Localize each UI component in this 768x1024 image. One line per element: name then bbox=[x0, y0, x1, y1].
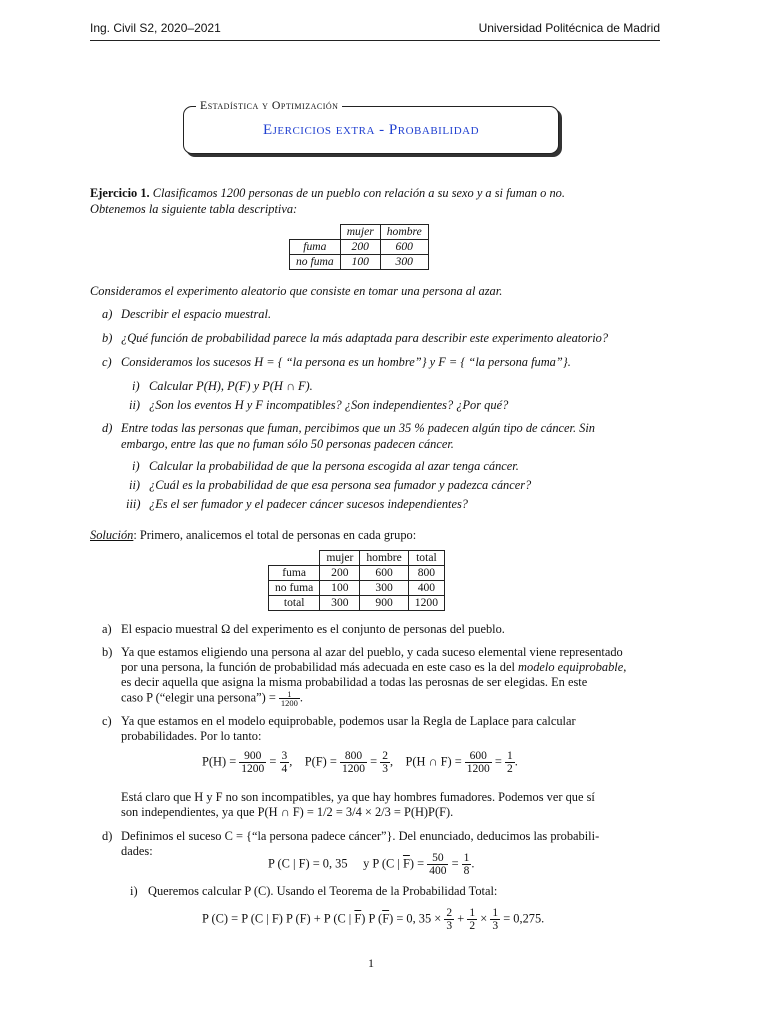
table-cell: 400 bbox=[408, 581, 444, 596]
table-totals bbox=[268, 550, 445, 611]
fraction-numerator: 1 bbox=[463, 852, 470, 864]
eq-cond-mid-a: y P (C | bbox=[363, 856, 403, 871]
item-a-text: Describir el espacio muestral. bbox=[121, 307, 272, 321]
table-cell: 100 bbox=[340, 255, 380, 270]
header-left: Ing. Civil S2, 2020–2021 bbox=[90, 21, 221, 35]
table-row-label: no fuma bbox=[290, 255, 341, 270]
table-cell: 800 bbox=[408, 566, 444, 581]
eq-sign: = bbox=[370, 754, 378, 769]
item-c-ii-text: ¿Son los eventos H y F incompatibles? ¿Son independientes? ¿Por qué? bbox=[149, 398, 509, 412]
fraction-denominator: 2 bbox=[469, 920, 476, 932]
eq-cond-left: P (C | F) = 0, 35 bbox=[268, 856, 348, 871]
table-header: total bbox=[408, 551, 444, 566]
sol-d-total-probability bbox=[202, 907, 544, 932]
sol-b-fraction bbox=[279, 690, 300, 707]
table-corner bbox=[290, 225, 341, 240]
table-row bbox=[269, 596, 445, 611]
eq-sign: = bbox=[269, 754, 277, 769]
eq-fraction bbox=[340, 750, 367, 775]
fraction-denominator: 400 bbox=[429, 865, 447, 877]
eq-fraction bbox=[239, 750, 266, 775]
table-cell: 600 bbox=[360, 566, 408, 581]
fraction-denominator: 1200 bbox=[342, 763, 365, 775]
table-header: mujer bbox=[340, 225, 380, 240]
exercise-label: Ejercicio 1. bbox=[90, 186, 150, 200]
sol-c-equations bbox=[202, 750, 518, 775]
solution-intro-line bbox=[90, 528, 416, 543]
item-c-marker: c) bbox=[102, 355, 112, 369]
exercise-statement-2: Obtenemos la siguiente tabla descriptiva: bbox=[90, 202, 298, 216]
eq-complement: $\overline{F}$ bbox=[354, 911, 362, 926]
table-cell: 300 bbox=[360, 581, 408, 596]
eq-complement: $\overline{F}$ bbox=[382, 911, 390, 926]
table-cell: 100 bbox=[320, 581, 360, 596]
sol-d-i-text: Queremos calcular P (C). Usando el Teorema de la Probabilidad Total: bbox=[148, 884, 498, 898]
experiment-text: Consideramos el experimento aleatorio que consiste en tomar una persona al azar. bbox=[90, 284, 503, 298]
item-b-marker: b) bbox=[102, 331, 113, 345]
eq-fraction bbox=[490, 907, 500, 932]
table-cell: 600 bbox=[380, 240, 428, 255]
eq-end: . bbox=[514, 754, 518, 769]
item-d-iii-marker: iii) bbox=[126, 497, 141, 511]
fraction-numerator: 50 bbox=[427, 852, 448, 865]
table-row bbox=[290, 225, 429, 240]
fraction-numerator: 2 bbox=[382, 750, 388, 762]
table-cell: 300 bbox=[380, 255, 428, 270]
table-cell: 300 bbox=[320, 596, 360, 611]
header-right: Universidad Politécnica de Madrid bbox=[478, 21, 660, 35]
item-d-i-text: Calcular la probabilidad de que la persona escogida al azar tenga cáncer. bbox=[149, 459, 519, 473]
fraction-denominator: 1200 bbox=[241, 763, 265, 775]
sol-c-line-2: probabilidades. Por lo tanto: bbox=[121, 729, 262, 743]
fraction-numerator: 2 bbox=[446, 907, 453, 919]
item-b-text: ¿Qué función de probabilidad parece la más adaptada para describir este experimento aleatorio? bbox=[121, 331, 609, 345]
fraction-numerator: 1 bbox=[279, 690, 300, 699]
eq-total-c: ) = 0, 35 × bbox=[389, 911, 442, 926]
eq-fraction bbox=[467, 907, 477, 932]
table-cell: 200 bbox=[320, 566, 360, 581]
eq-phf-lhs: P(H ∩ F) = bbox=[405, 754, 462, 769]
fraction-denominator: 3 bbox=[446, 920, 453, 932]
eq-fraction bbox=[427, 852, 448, 877]
item-d-ii-marker: ii) bbox=[129, 478, 141, 492]
item-d-text-2: embargo, entre las que no fuman sólo 50 personas padecen cáncer. bbox=[121, 437, 454, 451]
eq-fraction bbox=[380, 750, 390, 775]
sol-b-line-4b: . bbox=[299, 690, 304, 705]
table-cell: 1200 bbox=[408, 596, 444, 611]
eq-separator: , bbox=[389, 754, 394, 769]
eq-total-end: = 0,275. bbox=[503, 911, 545, 926]
item-d-text-1: Entre todas las personas que fuman, percibimos que un 35 % padecen algún tipo de cáncer. Sin bbox=[121, 421, 595, 435]
eq-separator: , bbox=[289, 754, 293, 769]
fraction-denominator: 1200 bbox=[280, 698, 298, 708]
eq-end: . bbox=[471, 856, 475, 871]
sol-b-line-4a: caso P (“elegir una persona”) = bbox=[121, 690, 279, 705]
sol-d-line-1: Definimos el suceso C = {“la persona padece cáncer”}. Del enunciado, deducimos las probabili- bbox=[121, 829, 600, 843]
sol-d-i-marker: i) bbox=[130, 884, 138, 898]
sol-d-equation bbox=[268, 852, 475, 877]
fraction-numerator: 800 bbox=[340, 750, 367, 763]
eq-total-b: ) P ( bbox=[361, 911, 383, 926]
table-descriptive bbox=[289, 224, 429, 270]
table-row bbox=[269, 566, 445, 581]
sol-b-line-4 bbox=[121, 690, 303, 707]
sol-d-marker: d) bbox=[102, 829, 113, 843]
exercise-statement-1: Clasificamos 1200 personas de un pueblo con relación a su sexo y a si fuman o no. bbox=[152, 186, 565, 200]
item-d-i-marker: i) bbox=[132, 459, 140, 473]
sol-b-line-2a: por una persona, la función de probabilidad más adecuada en este caso es la del bbox=[121, 660, 519, 674]
table-row-label: total bbox=[269, 596, 320, 611]
table-row bbox=[269, 581, 445, 596]
item-a-marker: a) bbox=[102, 307, 113, 321]
eq-plus: + bbox=[457, 911, 465, 926]
fraction-denominator: 1200 bbox=[466, 763, 490, 775]
table-row bbox=[290, 240, 429, 255]
table-corner bbox=[269, 551, 320, 566]
sol-b-marker: b) bbox=[102, 645, 113, 659]
item-c-ii-marker: ii) bbox=[129, 398, 141, 412]
title-tab: Estadística y Optimización bbox=[196, 98, 342, 113]
sol-c-line-4: son independientes, ya que P(H ∩ F) = 1/2 = 3/4 × 2/3 = P(H)P(F). bbox=[121, 805, 454, 819]
fraction-numerator: 600 bbox=[465, 750, 492, 763]
fraction-denominator: 8 bbox=[463, 865, 470, 877]
eq-pf-lhs: P(F) = bbox=[304, 754, 337, 769]
fraction-denominator: 2 bbox=[507, 763, 513, 775]
item-d-ii-text: ¿Cuál es la probabilidad de que esa persona sea fumador y padezca cáncer? bbox=[149, 478, 532, 492]
item-c-text: Consideramos los sucesos H = { “la persona es un hombre”} y F = { “la persona fuma”}. bbox=[121, 355, 571, 369]
eq-cond-mid-b: ) = bbox=[409, 856, 425, 871]
header-rule bbox=[90, 40, 660, 41]
solution-label: Solución bbox=[90, 528, 134, 542]
sol-c-marker: c) bbox=[102, 714, 112, 728]
fraction-numerator: 1 bbox=[492, 907, 499, 919]
eq-complement: $\overline{F}$ bbox=[402, 856, 410, 871]
eq-times: × bbox=[480, 911, 488, 926]
title-box bbox=[183, 106, 559, 154]
table-header: hombre bbox=[360, 551, 408, 566]
table-header: mujer bbox=[320, 551, 360, 566]
fraction-numerator: 3 bbox=[281, 750, 288, 762]
eq-sign: = bbox=[494, 754, 502, 769]
eq-fraction bbox=[280, 750, 293, 775]
fraction-numerator: 1 bbox=[507, 750, 513, 762]
page-number: 1 bbox=[368, 956, 374, 970]
eq-fraction bbox=[462, 852, 475, 877]
sol-c-line-1: Ya que estamos en el modelo equiprobable, podemos usar la Regla de Laplace para calcular bbox=[121, 714, 576, 728]
sol-b-line-3: es decir aquella que asigna la misma probabilidad a todas las perosnas de ser elegidas. En este bbox=[121, 675, 588, 689]
item-c-i-text: Calcular P(H), P(F) y P(H ∩ F). bbox=[149, 379, 313, 393]
title-main: Ejercicios extra - Probabilidad bbox=[262, 122, 480, 138]
table-row-label: no fuma bbox=[269, 581, 320, 596]
table-row-label: fuma bbox=[269, 566, 320, 581]
table-cell: 200 bbox=[340, 240, 380, 255]
item-d-iii-text: ¿Es el ser fumador y el padecer cáncer sucesos independientes? bbox=[149, 497, 468, 511]
item-c-i-marker: i) bbox=[132, 379, 140, 393]
item-d-marker: d) bbox=[102, 421, 113, 435]
table-row-label: fuma bbox=[290, 240, 341, 255]
sol-b-line-1: Ya que estamos eligiendo una persona al azar del pueblo, y cada suceso elemental viene representado bbox=[121, 645, 623, 659]
eq-sign: = bbox=[451, 856, 459, 871]
fraction-numerator: 1 bbox=[469, 907, 476, 919]
fraction-denominator: 3 bbox=[382, 763, 388, 775]
sol-b-model: modelo equiprobable bbox=[518, 660, 624, 674]
exercise-statement-line-1 bbox=[90, 186, 565, 201]
eq-ph-lhs: P(H) = bbox=[202, 754, 237, 769]
table-cell: 900 bbox=[360, 596, 408, 611]
fraction-denominator: 4 bbox=[281, 763, 288, 775]
sol-a-marker: a) bbox=[102, 622, 112, 636]
table-row bbox=[269, 551, 445, 566]
sol-b-line-2 bbox=[121, 660, 626, 675]
eq-fraction bbox=[505, 750, 515, 775]
table-header: hombre bbox=[380, 225, 428, 240]
table-row bbox=[290, 255, 429, 270]
eq-fraction bbox=[444, 907, 454, 932]
eq-total-a: P (C) = P (C | F) P (F) + P (C | bbox=[202, 911, 355, 926]
sol-b-line-2c: , bbox=[623, 660, 627, 674]
fraction-denominator: 3 bbox=[492, 920, 499, 932]
sol-a-text: El espacio muestral Ω del experimento es el conjunto de personas del pueblo. bbox=[121, 622, 505, 636]
fraction-numerator: 900 bbox=[239, 750, 266, 763]
solution-intro: : Primero, analicemos el total de personas en cada grupo: bbox=[133, 528, 417, 542]
eq-fraction bbox=[465, 750, 492, 775]
sol-c-line-3: Está claro que H y F no son incompatibles, ya que hay hombres fumadores. Podemos ver que sí bbox=[121, 790, 595, 804]
sol-d-line-2: dades: bbox=[121, 844, 153, 858]
